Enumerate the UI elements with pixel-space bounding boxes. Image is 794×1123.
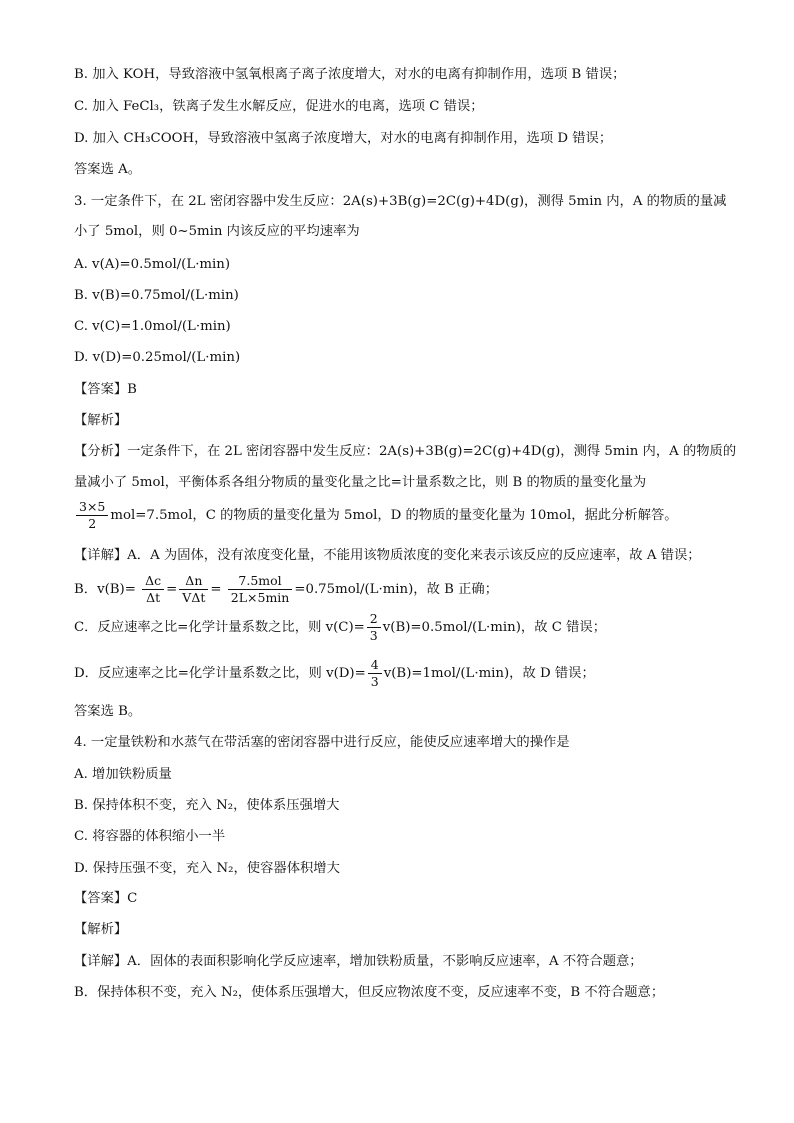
q3-analysis-heading: 【解析】 — [74, 413, 128, 428]
fraction-numerator: Δn — [179, 574, 208, 590]
option-b-explanation: B. 加入 KOH，导致溶液中氢氧根离子离子浓度增大，对水的电离有抑制作用，选项 B 错误； — [74, 67, 626, 82]
fraction-denominator: 3 — [370, 674, 379, 689]
fraction-numerator: 7.5mol — [228, 574, 293, 590]
option-c-explanation: C. 加入 FeCl₃，铁离子发生水解反应，促进水的电离，选项 C 错误； — [74, 99, 484, 114]
q3-analysis-line-2: 量减小了 5mol，平衡体系各组分物质的量变化量之比=计量系数之比，则 B 的物质的量变化量为 — [74, 475, 647, 490]
q4-detail-b: B．保持体积不变，充入 N₂，使体系压强增大，但反应物浓度不变，反应速率不变，B 不符合题意； — [74, 985, 665, 1000]
q3-answer: 【答案】B — [74, 382, 137, 397]
option-d-explanation: D. 加入 CH₃COOH，导致溶液中氢离子浓度增大，对水的电离有抑制作用，选项 D 错误； — [74, 131, 613, 146]
fraction-dc-dt — [142, 574, 164, 605]
question-4-stem: 4. 一定量铁粉和水蒸气在带活塞的密闭容器中进行反应，能使反应速率增大的操作是 — [74, 735, 570, 750]
fraction-7-5mol — [228, 574, 293, 605]
q3-option-a: A. v(A)=0.5mol/(L·min) — [74, 257, 231, 272]
q3-detail-c — [74, 612, 606, 643]
fraction-denominator: 3 — [369, 628, 378, 643]
q3-detail-b — [74, 574, 498, 605]
q3-analysis-line-1: 【分析】一定条件下，在 2L 密闭容器中发生反应：2A(s)+3B(g)=2C(g)+4D(g)，测得 5min 内，A 的物质的 — [74, 444, 737, 459]
fraction-numerator: 4 — [368, 658, 382, 674]
analysis-text: mol=7.5mol，C 的物质的量变化量为 5mol，D 的物质的量变化量为 10mol，据此分析解答。 — [110, 508, 678, 523]
fraction-3x5-over-2 — [76, 500, 108, 531]
q3-final-answer: 答案选 B。 — [74, 704, 142, 719]
fraction-denominator: 2 — [88, 516, 97, 531]
fraction-4-over-3 — [368, 658, 382, 689]
q3-option-b: B. v(B)=0.75mol/(L·min) — [74, 288, 239, 303]
fraction-numerator: 2 — [367, 612, 381, 628]
fraction-numerator: Δc — [142, 574, 164, 590]
q3-detail-a: 【详解】A．A 为固体，没有浓度变化量，不能用该物质浓度的变化来表示该反应的反应速率，故 A 错误； — [74, 548, 701, 563]
equals-sign: = — [210, 582, 222, 597]
fraction-denominator: 2L×5min — [230, 590, 290, 605]
q3-option-c: C. v(C)=1.0mol/(L·min) — [74, 319, 231, 334]
fraction-denominator: Δt — [146, 590, 161, 605]
detail-d-head: D．反应速率之比=化学计量系数之比，则 v(D)= — [74, 666, 366, 681]
detail-d-tail: v(B)=1mol/(L·min)，故 D 错误； — [383, 666, 595, 681]
q4-option-c: C. 将容器的体积缩小一半 — [74, 829, 226, 844]
equals-sign: = — [166, 582, 178, 597]
detail-b-tail: =0.75mol/(L·min)，故 B 正确； — [294, 582, 499, 597]
q3-option-d: D. v(D)=0.25mol/(L·min) — [74, 350, 241, 365]
answer-line: 答案选 A。 — [74, 162, 142, 177]
q4-option-b: B. 保持体积不变，充入 N₂，使体系压强增大 — [74, 798, 340, 813]
fraction-2-over-3 — [367, 612, 381, 643]
detail-c-head: C．反应速率之比=化学计量系数之比，则 v(C)= — [74, 620, 365, 635]
q4-option-d: D. 保持压强不变，充入 N₂，使容器体积增大 — [74, 861, 340, 876]
q3-detail-d — [74, 658, 595, 689]
q3-analysis-line-3 — [74, 500, 678, 531]
fraction-denominator: VΔt — [182, 590, 206, 605]
q4-option-a: A. 增加铁粉质量 — [74, 767, 172, 782]
q4-detail-a: 【详解】A．固体的表面积影响化学反应速率，增加铁粉质量，不影响反应速率，A 不符合题意； — [74, 954, 643, 969]
fraction-numerator: 3×5 — [76, 500, 108, 516]
detail-c-tail: v(B)=0.5mol/(L·min)，故 C 错误； — [382, 620, 607, 635]
q4-analysis-heading: 【解析】 — [74, 922, 128, 937]
question-3-stem: 3. 一定条件下，在 2L 密闭容器中发生反应：2A(s)+3B(g)=2C(g)+4D(g)，测得 5min 内，A 的物质的量减 — [74, 194, 727, 209]
detail-b-head: B．v(B)= — [74, 582, 136, 597]
question-3-stem-cont: 小了 5mol，则 0~5min 内该反应的平均速率为 — [74, 224, 360, 239]
q4-answer: 【答案】C — [74, 891, 138, 906]
fraction-dn-vdt — [179, 574, 208, 605]
